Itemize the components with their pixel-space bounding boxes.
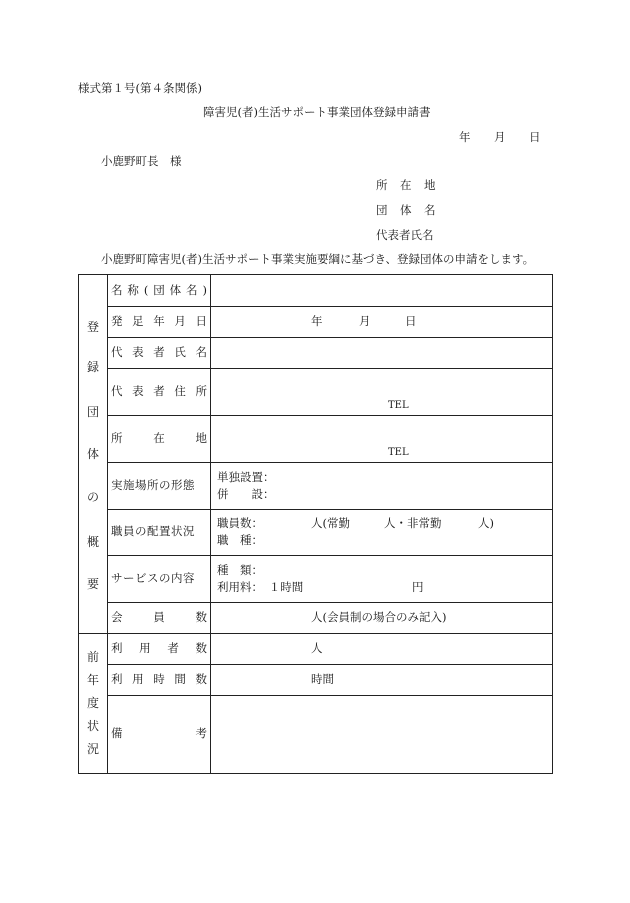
section2-label-char-3: 度 <box>86 696 99 710</box>
section2-label-char-5: 況 <box>86 742 99 756</box>
label-location: 所 在 地 <box>111 431 207 445</box>
date-year: 年 <box>459 130 471 144</box>
row-divider <box>107 337 552 338</box>
label-users: 利 用 者 数 <box>111 641 207 655</box>
row-divider <box>107 306 552 307</box>
label-service: サービスの内容 <box>111 571 195 585</box>
label-remarks: 備 考 <box>111 726 207 740</box>
section-column-divider <box>107 275 108 773</box>
applicant-org-char-3: 名 <box>424 203 436 217</box>
staff-close: 人) <box>478 516 494 530</box>
label-founded-date: 発 足 年 月 日 <box>111 314 207 328</box>
date-month: 月 <box>494 130 506 144</box>
section2-label-char-2: 年 <box>86 673 99 687</box>
applicant-address-char-3: 地 <box>424 178 436 192</box>
row-divider <box>107 664 552 665</box>
section1-label-char-1: 登 <box>86 320 99 334</box>
members-value: 人(会員制の場合のみ記入) <box>311 610 447 624</box>
service-yen: 円 <box>412 580 424 594</box>
label-rep-name: 代 表 者 氏 名 <box>111 345 207 359</box>
founded-year: 年 <box>311 314 323 328</box>
applicant-org-char-2: 体 <box>400 203 412 217</box>
label-org-name: 名 称 ( 団 体 名 ) <box>111 283 207 297</box>
users-value: 人 <box>311 641 323 655</box>
section1-label-char-4: 体 <box>86 447 99 461</box>
page-title: 障害児(者)生活サポート事業団体登録申請書 <box>203 105 431 119</box>
location-tel: TEL <box>388 447 409 458</box>
section1-label-char-6: 概 <box>86 535 99 549</box>
staff-nonregular: 人・非常勤 <box>384 516 442 530</box>
venue-shared: 併 設： <box>217 487 275 501</box>
label-usage-hours: 利 用 時 間 数 <box>111 672 207 686</box>
row-divider <box>107 509 552 510</box>
body-text: 小鹿野町障害児(者)生活サポート事業実施要綱に基づき、登録団体の申請をします。 <box>101 252 535 266</box>
applicant-address-char-2: 在 <box>400 178 412 192</box>
label-members: 会 員 数 <box>111 610 207 624</box>
founded-month: 月 <box>359 314 371 328</box>
application-form-table <box>78 274 553 774</box>
applicant-address-char-1: 所 <box>376 178 388 192</box>
label-staff: 職員の配置状況 <box>111 524 195 538</box>
label-rep-address: 代 表 者 住 所 <box>111 384 207 398</box>
section1-label-char-2: 録 <box>86 360 99 374</box>
staff-type: 職 種： <box>217 533 263 547</box>
service-type: 種 類： <box>217 563 263 577</box>
staff-regular: 人(常勤 <box>311 516 350 530</box>
section2-label-char-1: 前 <box>86 650 99 664</box>
service-fee: 利用料： １時間 <box>217 580 304 594</box>
row-divider <box>107 415 552 416</box>
usage-hours-value: 時間 <box>311 672 334 686</box>
section1-label-char-5: の <box>86 490 99 504</box>
applicant-rep-label: 代表者氏名 <box>376 228 434 242</box>
founded-day: 日 <box>405 314 417 328</box>
label-venue-type: 実施場所の形態 <box>111 478 195 492</box>
rep-address-tel: TEL <box>388 400 409 411</box>
row-divider <box>107 602 552 603</box>
date-day: 日 <box>529 130 541 144</box>
row-divider <box>107 368 552 369</box>
staff-count: 職員数： <box>217 516 263 530</box>
row-divider <box>107 555 552 556</box>
section1-label-char-3: 団 <box>86 405 99 419</box>
section-divider <box>79 633 552 634</box>
row-divider <box>107 462 552 463</box>
row-divider <box>107 695 552 696</box>
venue-single: 単独設置： <box>217 470 275 484</box>
section2-label-char-4: 状 <box>86 719 99 733</box>
form-number: 様式第１号(第４条関係) <box>78 81 202 95</box>
addressee: 小鹿野町長 様 <box>101 154 182 168</box>
section1-label-char-7: 要 <box>86 577 99 591</box>
applicant-org-char-1: 団 <box>376 203 388 217</box>
label-column-divider <box>210 275 211 773</box>
